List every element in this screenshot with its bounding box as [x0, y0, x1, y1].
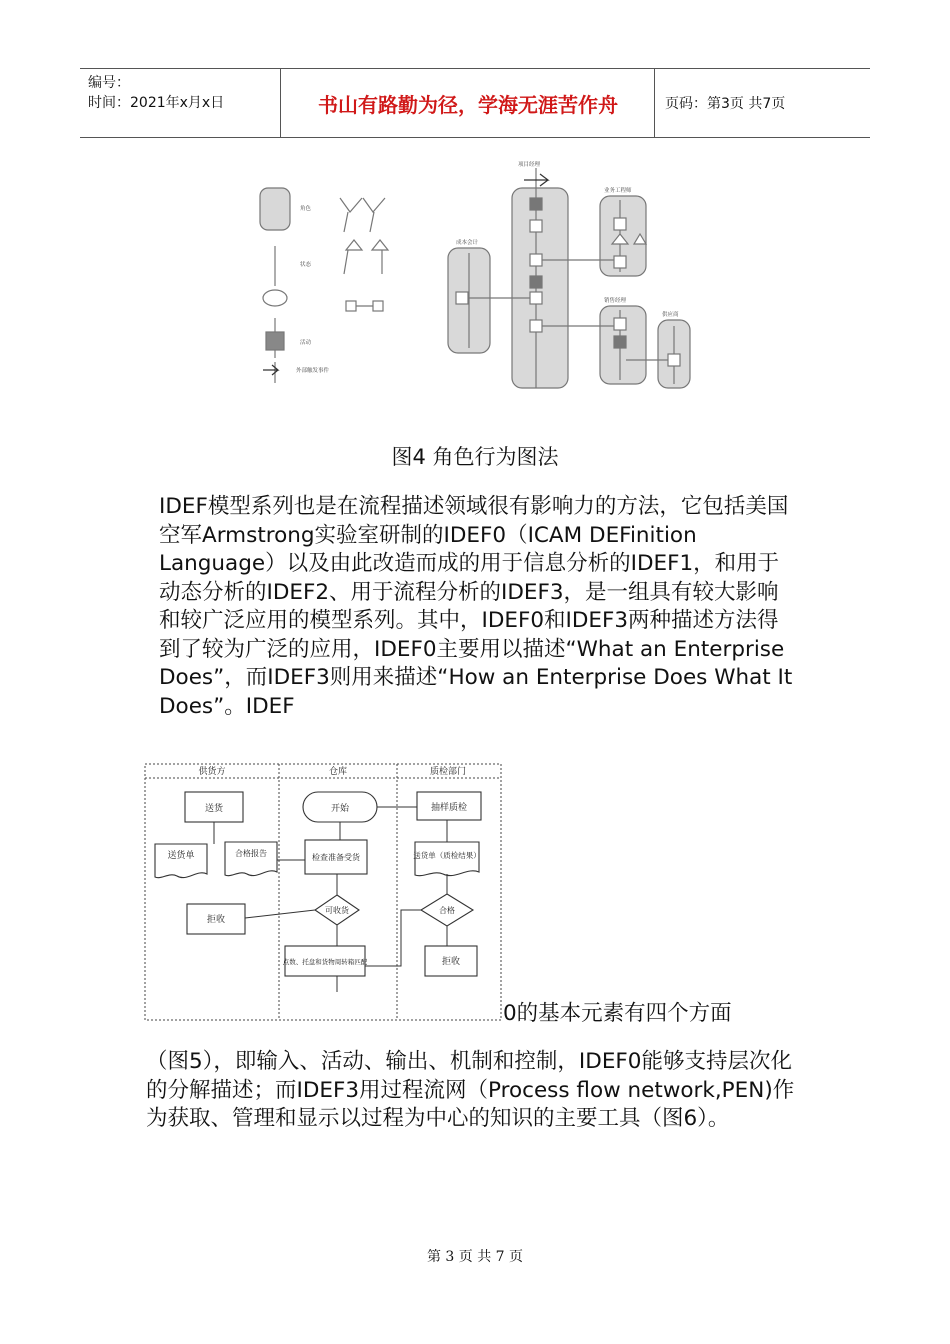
node-check-prep-label: 检查准备受货 — [312, 853, 360, 862]
header-meta — [80, 69, 281, 137]
legend-role-label: 角色 — [300, 206, 312, 212]
node-start-label: 开始 — [330, 804, 350, 814]
number-label: 编号： — [88, 75, 130, 91]
lane-title-supplier: 供货方 — [198, 767, 226, 777]
node-match-label: 点数、托盘和货物周转箱匹配 — [282, 958, 368, 966]
node-qualified-label: 合格 — [439, 906, 455, 915]
role-activity-diagram — [248, 158, 698, 398]
figure5-trailing-text: 0的基本元素有四个方面 — [503, 1001, 732, 1026]
node-ship-label: 送货 — [204, 804, 224, 814]
legend-trigger-label: 外部触发事件 — [296, 368, 330, 374]
time-label: 时间：2021年x月x日 — [88, 95, 225, 111]
paragraph-idef-intro: IDEF模型系列也是在流程描述领域很有影响力的方法，它包括美国空军Armstrong实验室研制的IDEF0（ICAM DEFinition Language）以及由此改造而成的用于信息分析的IDEF1，和用于动态分析的IDEF2、用于流程分析的IDEF3，是一组具有较大影响和较广泛应用的模型系列。其中，IDEF0和IDEF3两种描述方法得到了较为广泛的应用，IDEF0主要用以描述“What an Enterprise Does”，而IDEF3则用来描述“How an Enterprise Does What It Does”。IDEF — [159, 494, 793, 719]
legend-activity-label: 活动 — [300, 340, 312, 346]
pool-label-supplier: 供应商 — [662, 312, 679, 318]
lane-title-qc: 质检部门 — [429, 767, 467, 777]
node-sample-label: 抽样质检 — [430, 803, 468, 813]
node-reject2-label: 拒收 — [441, 957, 461, 967]
node-can-receive-label: 可收货 — [325, 906, 349, 915]
header-motto: 书山有路勤为径，学海无涯苦作舟 — [282, 69, 655, 137]
legend-state-label: 状态 — [300, 262, 312, 268]
flowchart-figure — [143, 760, 505, 1025]
node-delivery-result-label: 送货单（质检结果） — [413, 851, 481, 860]
node-delivery-note-label: 送货单 — [167, 851, 195, 861]
page-footer: 第 3 页 共 7 页 — [426, 1249, 524, 1265]
pool-label-sales: 销售经理 — [604, 298, 627, 304]
figure4-caption: 图4 角色行为图法 — [391, 445, 559, 469]
node-inspect-report-label: 合格报告 — [235, 849, 267, 858]
header-page-info: 页码：第3页 共7页 — [665, 96, 786, 112]
page-header — [80, 68, 870, 138]
lane-title-warehouse: 仓库 — [328, 767, 348, 777]
paragraph-idef-elements: （图5），即输入、活动、输出、机制和控制，IDEF0能够支持层次化的分解描述；而IDEF3用过程流网（Process flow network,PEN)作为获取、管理和显示以过程为中心的知识的主要工具（图6）。 — [146, 1049, 795, 1131]
pool-label-cost: 成本会计 — [456, 240, 479, 246]
pool-label-pm: 项目经理 — [518, 162, 541, 168]
node-reject1-label: 拒收 — [206, 915, 226, 925]
node-inspect-report — [225, 842, 277, 876]
pool-label-eng: 业务工程师 — [604, 188, 632, 194]
